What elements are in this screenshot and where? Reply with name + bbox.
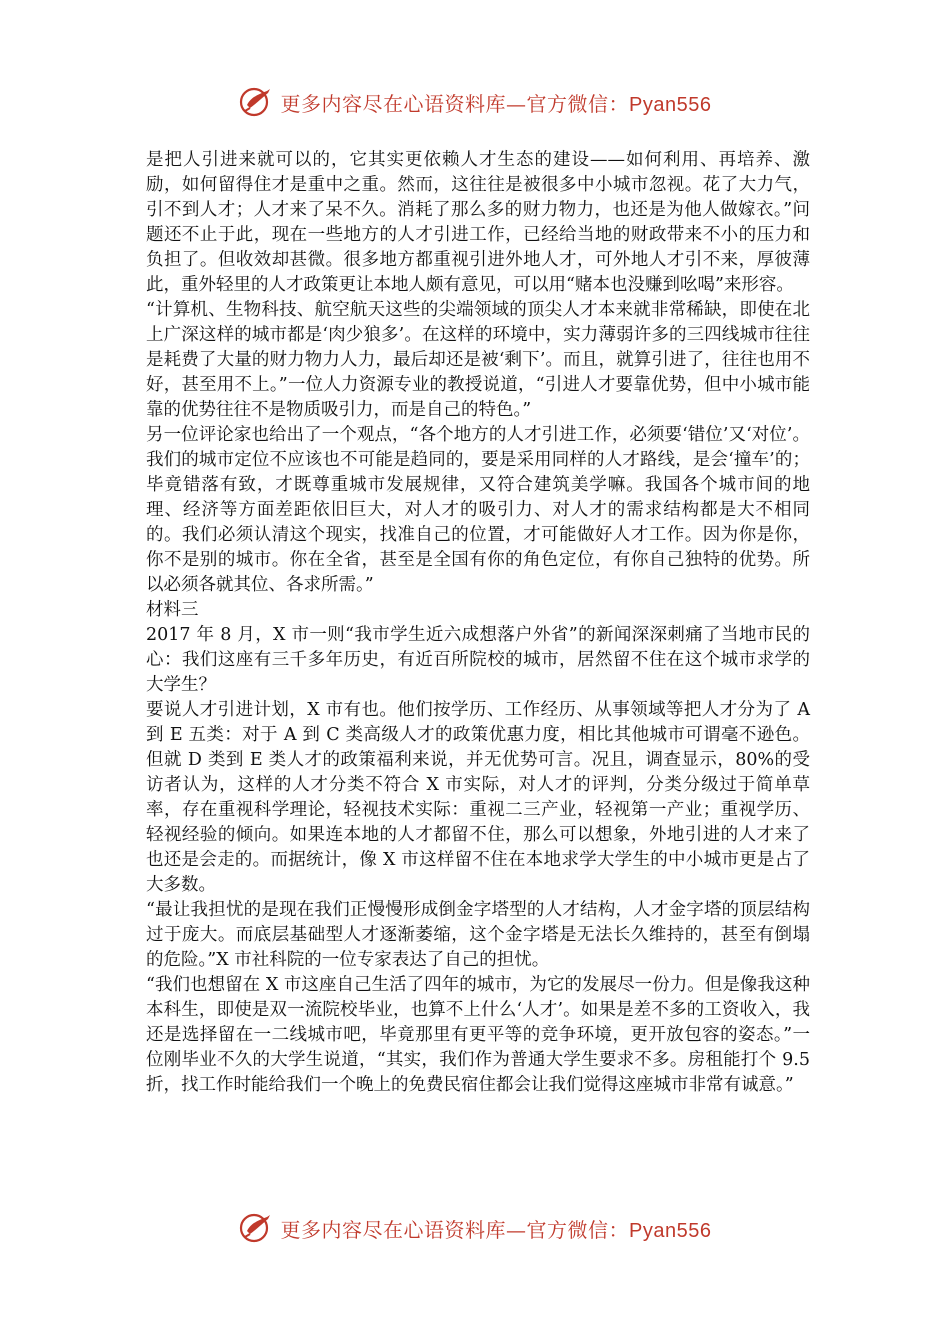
banner-separator: — — [506, 1217, 527, 1242]
header-banner — [0, 82, 950, 122]
footer-banner — [0, 1208, 950, 1248]
banner-handle: Pyan556 — [629, 93, 712, 116]
banner-title: 更多内容尽在心语资料库 — [280, 91, 507, 116]
pen-logo-icon — [239, 85, 275, 119]
paragraph: 另一位评论家也给出了一个观点，“各个地方的人才引进工作，必须要‘错位’又‘对位’。我们的城市定位不应该也不可能是趋同的，要是采用同样的人才路线，是会‘撞车’的；毕竟错落有致，才既尊重城市发展规律，又符合建筑美学嘛。我国各个城市间的地理、经济等方面差距依旧巨大，对人才的吸引力、对人才的需求结构都是大不相同的。我们必须认清这个现实，找准自己的位置，才可能做好人才工作。因为你是你，你不是别的城市。你在全省，甚至是全国有你的角色定位，有你自己独特的优势。所以必须各就其位、各求所需。” — [146, 425, 810, 595]
pen-logo-icon — [239, 1211, 275, 1245]
paragraph: “我们也想留在 X 市这座自己生活了四年的城市，为它的发展尽一份力。但是像我这种本科生，即使是双一流院校毕业，也算不上什么‘人才’。如果是差不多的工资收入，我还是选择留在一二线城市吧，毕竟那里有更平等的竞争环境，更开放包容的姿态。”一位刚毕业不久的大学生说道，“其实，我们作为普通大学生要求不多。房租能打个 9.5 折，找工作时能给我们一个晚上的免费民宿住都会让我们觉得这座城市非常有诚意。” — [146, 975, 810, 1095]
banner-text — [281, 88, 712, 117]
paragraph: “计算机、生物科技、航空航天这些的尖端领域的顶尖人才本来就非常稀缺，即使在北上广深这样的城市都是‘肉少狼多’。在这样的环境中，实力薄弱许多的三四线城市往往是耗费了大量的财力物力人力，最后却还是被‘剩下’。而且，就算引进了，往往也用不好，甚至用不上。”一位人力资源专业的教授说道，“引进人才要靠优势，但中小城市能靠的优势往往不是物质吸引力，而是自己的特色。” — [146, 300, 810, 420]
banner-text — [281, 1214, 712, 1243]
section-heading: 材料三 — [146, 600, 199, 620]
paragraph: 2017 年 8 月，X 市一则“我市学生近六成想落户外省”的新闻深深刺痛了当地市民的心：我们这座有三千多年历史，有近百所院校的城市，居然留不住在这个城市求学的大学生？ — [146, 625, 810, 695]
banner-official-label: 官方微信： — [526, 91, 630, 116]
paragraph: 是把人引进来就可以的，它其实更依赖人才生态的建设——如何利用、再培养、激励，如何留得住才是重中之重。然而，这往往是被很多中小城市忽视。花了大力气，引不到人才；人才来了呆不久。消耗了那么多的财力物力，也还是为他人做嫁衣。”问题还不止于此，现在一些地方的人才引进工作，已经给当地的财政带来不小的压力和负担了。但收效却甚微。很多地方都重视引进外地人才，可外地人才引不来，厚彼薄此，重外轻里的人才政策更让本地人颇有意见，可以用“赌本也没赚到吆喝”来形容。 — [146, 150, 810, 295]
banner-official-label: 官方微信： — [526, 1217, 630, 1242]
paragraph: 要说人才引进计划，X 市有也。他们按学历、工作经历、从事领域等把人才分为了 A 到 E 五类：对于 A 到 C 类高级人才的政策优惠力度，相比其他城市可谓毫不逊色。但就 D 类到 E 类人才的政策福利来说，并无优势可言。况且，调查显示，80%的受访者认为，这样的人才分类不符合 X 市实际，对人才的评判，分类分级过于简单草率，存在重视科学理论，轻视技术实际：重视二三产业，轻视第一产业；重视学历、轻视经验的倾向。如果连本地的人才都留不住，那么可以想象，外地引进的人才来了也还是会走的。而据统计，像 X 市这样留不住在本地求学大学生的中小城市更是占了大多数。 — [146, 700, 810, 895]
document-body — [146, 148, 810, 1098]
banner-title: 更多内容尽在心语资料库 — [280, 1217, 507, 1242]
banner-separator: — — [506, 91, 527, 116]
banner-handle: Pyan556 — [629, 1219, 712, 1242]
paragraph: “最让我担忧的是现在我们正慢慢形成倒金字塔型的人才结构，人才金字塔的顶层结构过于庞大。而底层基础型人才逐渐萎缩，这个金字塔是无法长久维持的，甚至有倒塌的危险。”X 市社科院的一位专家表达了自己的担忧。 — [146, 900, 810, 970]
